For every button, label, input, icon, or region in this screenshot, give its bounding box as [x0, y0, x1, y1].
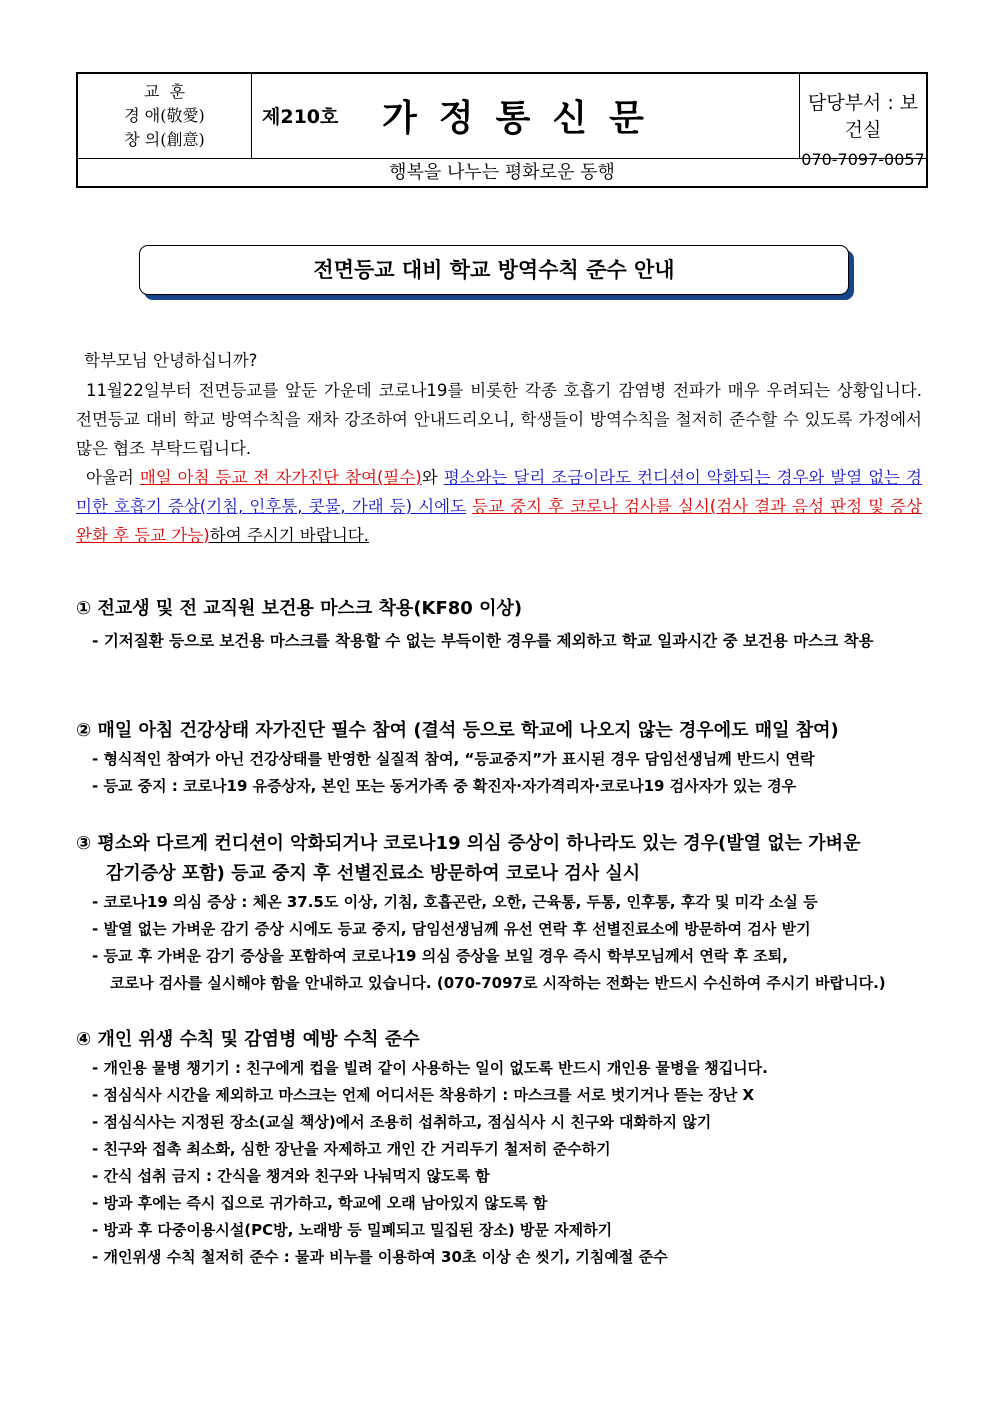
- section-2: [76, 716, 922, 800]
- motto-line-2: 창 의(創意): [124, 130, 205, 149]
- greeting: 학부모님 안녕하십니까?: [84, 351, 258, 370]
- section-4-item-3: - 점심식사는 지정된 장소(교실 책상)에서 조용히 섭취하고, 점심식사 시 친구와 대화하지 않기: [92, 1113, 712, 1131]
- section-1-item: - 기저질환 등으로 보건용 마스크를 착용할 수 없는 부득이한 경우를 제외하고 학교 일과시간 중 보건용 마스크 착용: [92, 632, 874, 650]
- newsletter-title: 가정통신문: [382, 98, 666, 139]
- title-cell: [252, 74, 800, 158]
- section-2-item-2: - 등교 중지 : 코로나19 유증상자, 본인 또는 동거가족 중 확진자·자가격리자·코로나19 검사자가 있는 경우: [92, 777, 797, 795]
- section-2-item-1: - 형식적인 참여가 아닌 건강상태를 반영한 실질적 참여, “등교중지”가 표시된 경우 담임선생님께 반드시 연락: [92, 750, 815, 768]
- p2-tail: 하여 주시기 바랍니다.: [209, 526, 369, 545]
- intro-paragraph-2: [76, 463, 922, 550]
- issue-number: 제210호: [262, 106, 339, 128]
- section-3-item-2: - 발열 없는 가벼운 감기 증상 시에도 등교 중지, 담임선생님께 유선 연락 후 선별진료소에 방문하여 검사 받기: [92, 920, 811, 938]
- section-3-item-3-continued: 코로나 검사를 실시해야 함을 안내하고 있습니다. (070-7097로 시작하는 전화는 반드시 수신하여 주시기 바랍니다.): [110, 974, 886, 992]
- section-3-item-1: - 코로나19 의심 증상 : 체온 37.5도 이상, 기침, 호흡곤란, 오한, 근육통, 두통, 인후통, 후각 및 미각 소실 등: [92, 893, 818, 911]
- newsletter-header-table: [76, 72, 928, 188]
- section-4-item-6: - 방과 후에는 즉시 집으로 귀가하고, 학교에 오래 남아있지 않도록 함: [92, 1194, 548, 1212]
- notice-title-banner: 전면등교 대비 학교 방역수칙 준수 안내: [139, 245, 849, 295]
- section-4-item-7: - 방과 후 다중이용시설(PC방, 노래방 등 밀폐되고 밀집된 장소) 방문 자제하기: [92, 1221, 613, 1239]
- motto-label: 교 훈: [143, 82, 186, 101]
- section-4-item-4: - 친구와 접촉 최소화, 심한 장난을 자제하고 개인 간 거리두기 철저히 준수하기: [92, 1140, 611, 1158]
- p2-lead: 아울러: [86, 468, 140, 487]
- section-2-heading: ② 매일 아침 건강상태 자가진단 필수 참여 (결석 등으로 학교에 나오지 않는 경우에도 매일 참여): [76, 720, 839, 741]
- section-3-heading-line-2: 감기증상 포함) 등교 중지 후 선별진료소 방문하여 코로나 검사 실시: [106, 863, 641, 884]
- section-4-item-5: - 간식 섭취 금지 : 간식을 챙겨와 친구와 나눠먹지 않도록 함: [92, 1167, 490, 1185]
- header-top-row: [78, 74, 926, 169]
- slogan: 행복을 나누는 평화로운 동행: [389, 162, 615, 183]
- department: 담당부서 : 보건실: [807, 92, 919, 141]
- section-4-item-2: - 점심식사 시간을 제외하고 마스크는 언제 어디서든 착용하기 : 마스크를 서로 벗기거나 뜯는 장난 X: [92, 1086, 755, 1104]
- phone-number: 070-7097-0057: [801, 150, 925, 169]
- section-3-item-3: - 등교 후 가벼운 감기 증상을 포함하여 코로나19 의심 증상을 보일 경우 즉시 학부모님께서 연락 후 조퇴,: [92, 947, 788, 965]
- section-4-item-1: - 개인용 물병 챙기기 : 친구에게 컵을 빌려 같이 사용하는 일이 없도록 반드시 개인용 물병을 챙깁니다.: [92, 1059, 768, 1077]
- intro-paragraph-1: 11월22일부터 전면등교를 앞둔 가운데 코로나19를 비롯한 각종 호흡기 감염병 전파가 매우 우려되는 상황입니다. 전면등교 대비 학교 방역수칙을 재차 강조하여 안내드리오니, 학생들이 방역수칙을 철저히 준수할 수 있도록 가정에서 많은 협조 부탁드립니다.: [76, 381, 922, 458]
- section-4-item-8: - 개인위생 수칙 철저히 준수 : 물과 비누를 이용하여 30초 이상 손 씻기, 기침예절 준수: [92, 1248, 668, 1266]
- p2-join: 와: [421, 468, 444, 487]
- school-motto-cell: [78, 74, 252, 158]
- section-4: [76, 1025, 922, 1271]
- section-4-heading: ④ 개인 위생 수칙 및 감염병 예방 수칙 준수: [76, 1029, 420, 1050]
- section-1-heading: ① 전교생 및 전 교직원 보건용 마스크 착용(KF80 이상): [76, 598, 523, 619]
- contact-cell: [800, 74, 926, 169]
- highlight-test: 등교 중지 후 코로나 검사를 실시(검사 결과 음성 판정 및 증상 완화 후 등교 가능): [76, 497, 923, 545]
- section-1: [76, 594, 922, 657]
- section-3: [76, 829, 922, 997]
- section-3-heading-line-1: ③ 평소와 다르게 컨디션이 악화되거나 코로나19 의심 증상이 하나라도 있는 경우(발열 없는 가벼운: [76, 833, 861, 854]
- highlight-self-check: 매일 아침 등교 전 자가진단 참여(필수): [139, 468, 422, 487]
- motto-line-1: 경 애(敬愛): [124, 106, 205, 125]
- highlight-symptoms: 평소와는 달리 조금이라도 컨디션이 악화되는 경우와 발열 없는 경미한 호흡기 증상(기침, 인후통, 콧물, 가래 등) 시에도: [76, 468, 922, 516]
